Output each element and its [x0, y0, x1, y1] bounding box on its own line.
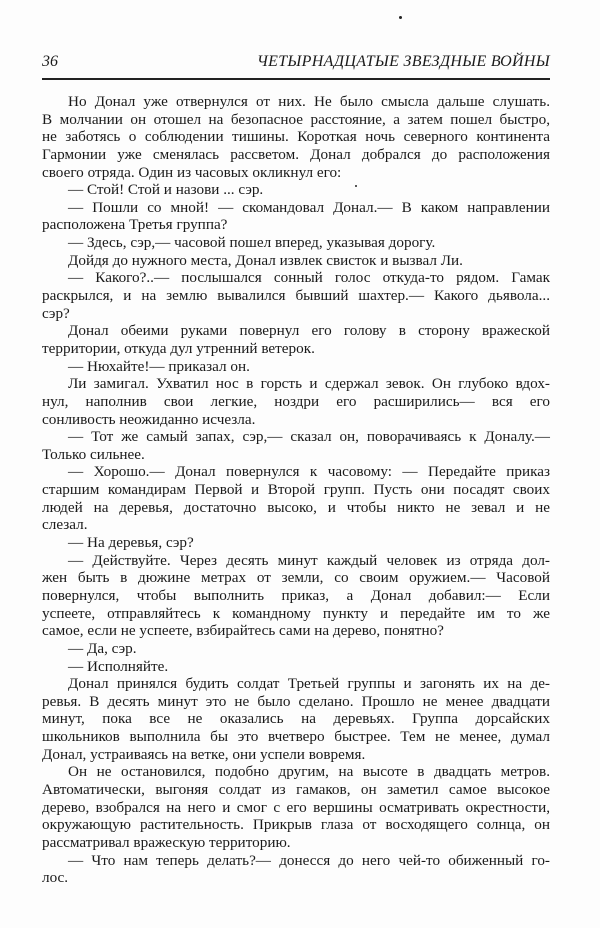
text-line: лос.: [42, 869, 69, 887]
text-line: жен быть в дюжине метрах от земли, со своим оружием.— Часовой: [42, 569, 550, 587]
text-line: дерево, взобрался на него и смог с его вершины осматривать окрестности,: [42, 798, 550, 816]
page-number: 36: [42, 53, 58, 70]
text-line: — Исполняйте.: [68, 657, 169, 675]
text-line: Донал обеими руками повернул его голову в сторону вражеской: [68, 322, 550, 340]
text-line: — Действуйте. Через десять минут каждый человек из отряда дол-: [68, 551, 550, 569]
scan-speck: [399, 16, 402, 19]
text-line: — Стой! Стой и назови ... сэр.: [68, 181, 264, 199]
text-line: своего отряда. Один из часовых окликнул его:: [42, 163, 342, 181]
text-line: Гармонии уже сменялась рассветом. Донал добрался до расположения: [42, 145, 550, 163]
body-text: [42, 93, 550, 887]
text-line: Донал принялся будить солдат Третьей группы и загонять их на де-: [68, 675, 550, 693]
running-header: [42, 50, 550, 74]
text-line: слезал.: [42, 516, 88, 534]
text-line: территории, откуда дул утренний ветерок.: [42, 339, 315, 357]
text-line: — Пошли со мной! — скомандовал Донал.— В каком направлении: [68, 198, 550, 216]
text-line: Ли замигал. Ухватил нос в горсть и сдержал зевок. Он глубоко вдох-: [68, 375, 550, 393]
text-line: школьников выполнила бы это вчетверо быстрее. Тем не менее, думал: [42, 728, 550, 746]
header-rule: [42, 78, 550, 80]
text-line: расположена Третья группа?: [42, 216, 228, 234]
text-line: людей на деревья, достаточно высоко, и чтобы никто не зевал и не: [42, 498, 550, 516]
text-line: — На деревья, сэр?: [68, 534, 194, 552]
text-line: минут, пока все не оказались на деревьях. Группа дорсайских: [42, 710, 550, 728]
text-line: В молчании он отошел на безопасное расстояние, а затем пошел быстро,: [42, 110, 550, 128]
text-line: Дойдя до нужного места, Донал извлек свисток и вызвал Ли.: [68, 251, 463, 269]
text-line: Автоматически, выгоняя солдат из гамаков, он заметил самое высокое: [42, 780, 550, 798]
text-line: рассматривал вражескую территорию.: [42, 833, 291, 851]
running-title: ЧЕТЫРНАДЦАТЫЕ ЗВЕЗДНЫЕ ВОЙНЫ: [256, 53, 550, 70]
text-line: Но Донал уже отвернулся от них. Не было смысла дальше слушать.: [68, 93, 550, 110]
text-line: — Тот же самый запах, сэр,— сказал он, поворачиваясь к Доналу.—: [68, 428, 550, 446]
text-line: самое, если не успеете, взбирайтесь сами на дерево, понятно?: [42, 622, 444, 640]
text-line: — Что нам теперь делать?— донесся до него чей-то обиженный го-: [68, 851, 550, 869]
text-line: — Нюхайте!— приказал он.: [68, 357, 250, 375]
text-line: Он не остановился, подобно другим, на высоте в двадцать метров.: [68, 763, 550, 781]
text-line: нул, наполнив свои легкие, ноздри его расширились— вся его: [42, 392, 550, 410]
text-line: — Здесь, сэр,— часовой пошел вперед, указывая дорогу.: [68, 234, 436, 252]
text-line: Донал, устраиваясь на ветке, они успели вовремя.: [42, 745, 366, 763]
text-line: сонливость неожиданно исчезла.: [42, 410, 256, 428]
text-line: ревья. В десять минут это не было сделано. Прошло не менее двадцати: [42, 692, 550, 710]
text-line: повернулся, чтобы выполнить приказ, а Донал добавил:— Если: [42, 586, 550, 604]
text-line: окружающую растительность. Прикрыв глаза от восходящего солнца, он: [42, 816, 550, 834]
text-line: — Какого?..— послышался сонный голос откуда-то рядом. Гамак: [68, 269, 550, 287]
text-line: — Хорошо.— Донал повернулся к часовому: — Передайте приказ: [68, 463, 550, 481]
text-line: — Да, сэр.: [68, 639, 137, 657]
text-line: успеете, отправляйтесь к командному пункту и передайте им то же: [42, 604, 550, 622]
text-line: не заботясь о соблюдении тишины. Короткая ночь северного континента: [42, 128, 550, 146]
text-line: сэр?: [42, 304, 70, 322]
text-line: раскрылся, и на землю вывалился бывший шахтер.— Какого дьявола...: [42, 287, 550, 305]
text-line: старшим командирам Первой и Второй групп. Пусть они посадят своих: [42, 481, 550, 499]
text-line: Только сильнее.: [42, 445, 145, 463]
